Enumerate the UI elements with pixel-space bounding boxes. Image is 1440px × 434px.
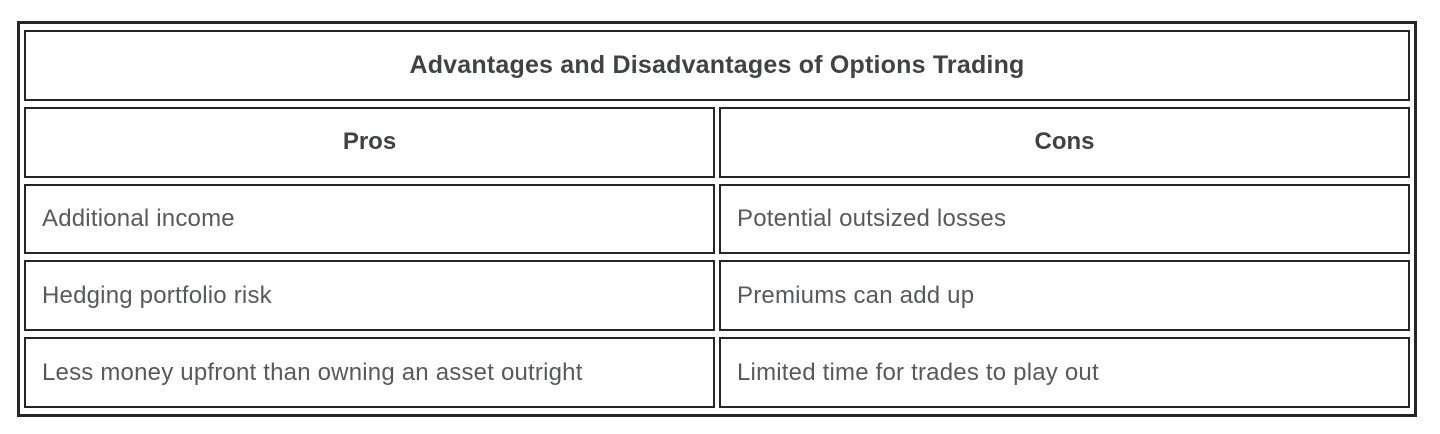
cons-cell: Potential outsized losses xyxy=(719,184,1410,255)
table-title: Advantages and Disadvantages of Options Trading xyxy=(24,30,1410,101)
table-row xyxy=(24,260,1410,331)
column-header-pros: Pros xyxy=(24,107,715,178)
options-trading-table xyxy=(17,21,1417,417)
header-row xyxy=(24,107,1410,178)
pros-cell: Less money upfront than owning an asset outright xyxy=(24,337,715,408)
cons-cell: Limited time for trades to play out xyxy=(719,337,1410,408)
table-container xyxy=(17,21,1440,417)
table-row xyxy=(24,184,1410,255)
table-row xyxy=(24,337,1410,408)
cons-cell: Premiums can add up xyxy=(719,260,1410,331)
pros-cell: Additional income xyxy=(24,184,715,255)
pros-cell: Hedging portfolio risk xyxy=(24,260,715,331)
column-header-cons: Cons xyxy=(719,107,1410,178)
title-row xyxy=(24,30,1410,101)
